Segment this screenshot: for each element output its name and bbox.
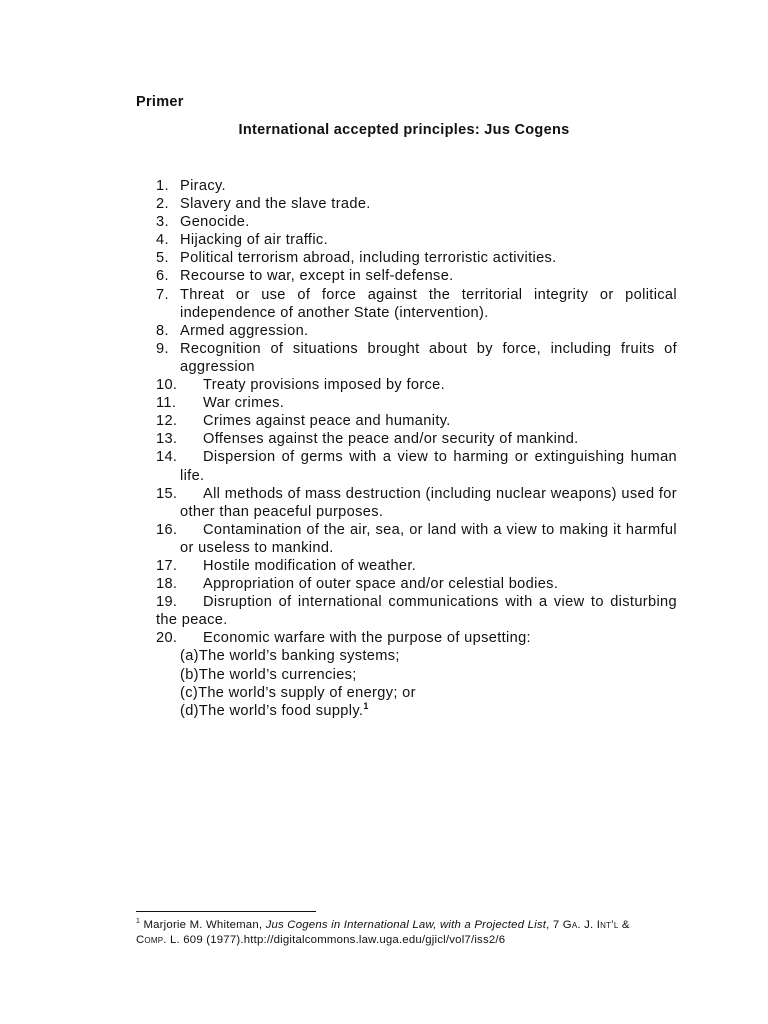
list-number: 1. (156, 178, 169, 194)
list-number: 5. (156, 250, 169, 267)
footnote-journal-a: Ga. J. Int’l (562, 919, 619, 931)
list-item (156, 557, 677, 575)
list-item (156, 267, 677, 285)
list-item (156, 231, 677, 249)
sub-list-text: (d)The world’s food supply. (180, 702, 364, 719)
footnote-reference[interactable]: 1 (363, 700, 369, 711)
list-text: Disruption of international communications with a view to disturbing the peace. (156, 594, 677, 629)
list-number: 3. (156, 214, 169, 231)
list-item (156, 629, 677, 647)
list-item (156, 376, 677, 394)
list-text: Threat or use of force against the territorial integrity or political independence of another State (intervention). (180, 286, 677, 321)
list-text: Armed aggression. (180, 322, 309, 339)
list-number: 19. (156, 594, 178, 611)
list-text: Contamination of the air, sea, or land with a view to making it harmful or useless to mankind. (180, 521, 677, 556)
list-number: 14. (156, 449, 178, 466)
footnote-divider (136, 911, 316, 912)
list-text: Appropriation of outer space and/or celestial bodies. (203, 576, 559, 593)
list-number: 2. (156, 196, 169, 213)
list-text: Treaty provisions imposed by force. (203, 377, 446, 394)
list-number: 9. (156, 340, 169, 357)
footnote-cite-b: & (618, 919, 630, 931)
list-item (156, 322, 677, 340)
sub-list-item: (a)The world’s banking systems; (180, 648, 400, 665)
list-text: Recognition of situations brought about by force, including fruits of aggression (180, 340, 677, 375)
list-item (156, 340, 677, 376)
list-number: 12. (156, 413, 178, 430)
list-text: Genocide. (180, 214, 250, 231)
list-text: Piracy. (180, 178, 226, 194)
list-item (156, 177, 677, 195)
list-item (156, 412, 677, 430)
list-text: Hijacking of air traffic. (180, 232, 328, 249)
list-number: 4. (156, 232, 169, 249)
list-item (156, 485, 677, 521)
list-number: 16. (156, 521, 178, 538)
footnote-journal-b: Comp. (136, 933, 167, 946)
document-title: International accepted principles: Jus Cogens (238, 122, 570, 138)
list-text: Dispersion of germs with a view to harming or extinguishing human life. (180, 449, 677, 484)
list-number: 8. (156, 322, 169, 339)
list-number: 11. (156, 395, 177, 412)
list-text: Hostile modification of weather. (203, 557, 417, 574)
list-text: Crimes against peace and humanity. (203, 413, 451, 430)
list-text: Economic warfare with the purpose of upsetting: (203, 630, 531, 647)
list-number: 15. (156, 485, 178, 502)
section-label: Primer (136, 94, 184, 110)
list-number: 18. (156, 576, 178, 593)
list-text: Offenses against the peace and/or security of mankind. (203, 431, 579, 448)
list-number: 13. (156, 431, 178, 448)
list-number: 7. (156, 286, 169, 303)
list-item (156, 448, 677, 484)
principles-list (156, 177, 677, 720)
list-number: 20. (156, 630, 178, 647)
list-text: Recourse to war, except in self-defense. (180, 268, 454, 285)
list-item (156, 593, 677, 629)
sub-list-item (156, 702, 677, 720)
footnote-mark: 1 (136, 918, 141, 926)
list-text: All methods of mass destruction (including nuclear weapons) used for other than peaceful purposes. (180, 485, 677, 520)
list-item (156, 249, 677, 267)
list-item (156, 394, 677, 412)
list-item (156, 213, 677, 231)
list-item (156, 195, 677, 213)
footnote (136, 918, 676, 947)
list-item (156, 286, 677, 322)
sub-list-item: (c)The world’s supply of energy; or (180, 684, 416, 701)
list-item (156, 430, 677, 448)
footnote-cite-c[interactable]: L. 609 (1977).http://digitalcommons.law.uga.edu/gjicl/vol7/iss2/6 (166, 933, 506, 946)
footnote-author: Marjorie M. Whiteman, (140, 919, 266, 931)
list-text: Political terrorism abroad, including terroristic activities. (180, 250, 557, 267)
footnote-title: Jus Cogens in International Law, with a Projected List (265, 919, 547, 931)
list-item (156, 521, 677, 557)
list-number: 10. (156, 377, 178, 394)
list-text: War crimes. (203, 395, 285, 412)
list-number: 6. (156, 268, 169, 285)
sub-list-item: (b)The world’s currencies; (180, 666, 357, 683)
list-item (156, 575, 677, 593)
list-number: 17. (156, 557, 178, 574)
footnote-cite-a: , 7 (546, 919, 563, 931)
list-text: Slavery and the slave trade. (180, 196, 371, 213)
